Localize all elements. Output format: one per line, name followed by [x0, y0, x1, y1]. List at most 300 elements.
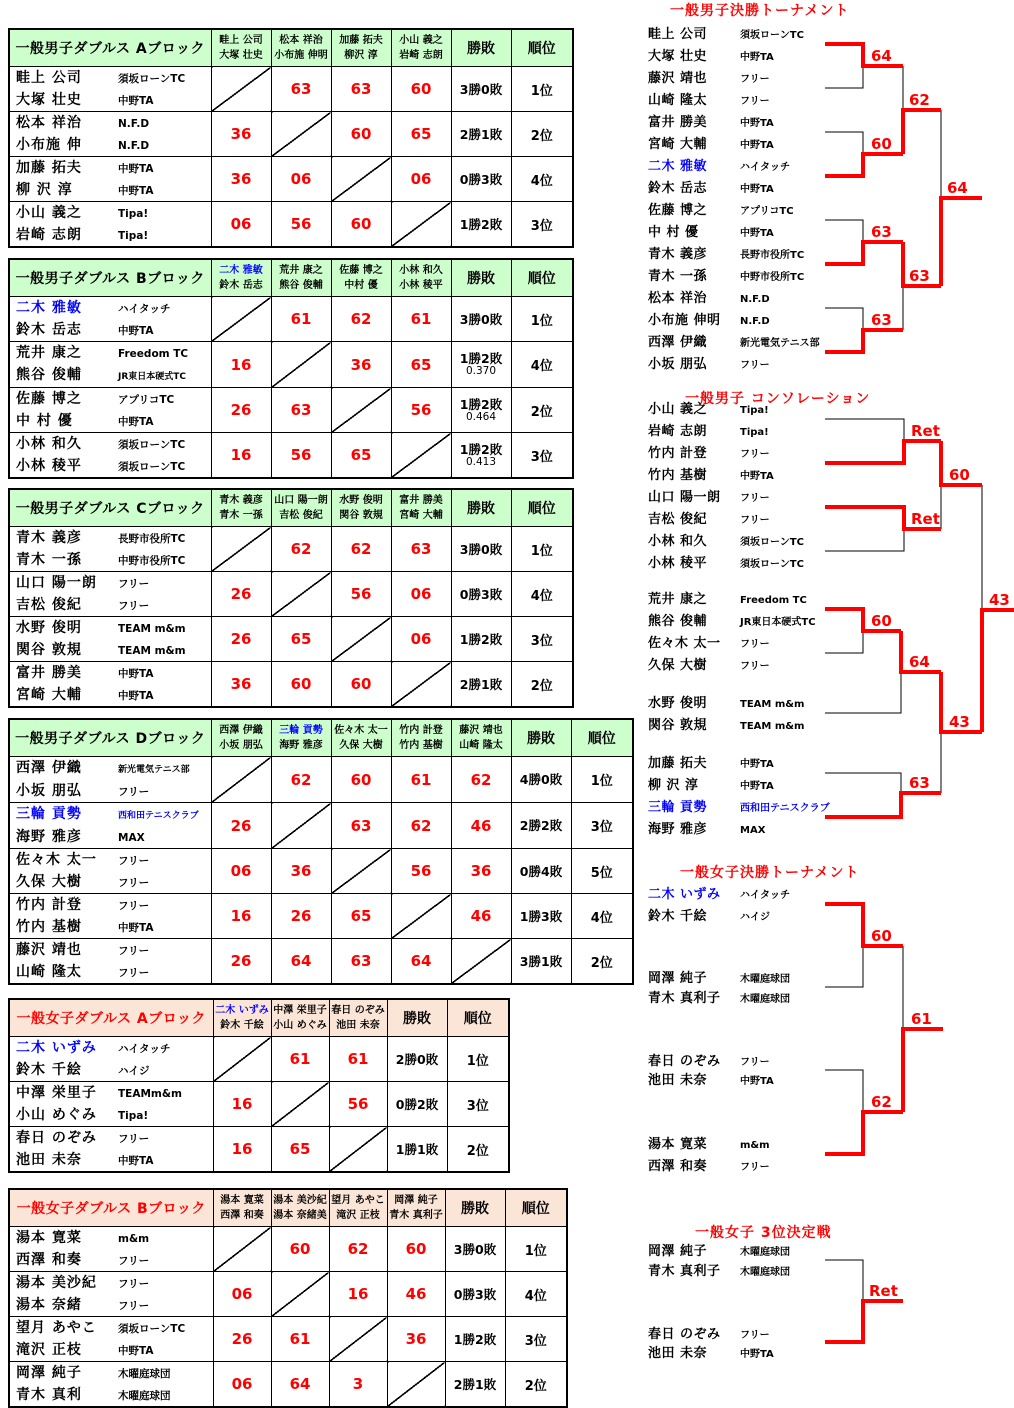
loser-path	[825, 66, 863, 88]
win-loss-cell	[511, 894, 571, 939]
self-match-cell	[271, 342, 331, 388]
score-cell: 06	[211, 202, 271, 248]
score-cell: 06	[391, 617, 451, 662]
opponent-name-bottom: 西澤 和奏	[220, 1210, 264, 1221]
self-match-cell	[271, 112, 331, 157]
team-line	[16, 527, 211, 549]
block-title: 一般男子ダブルス Cブロック	[9, 489, 211, 527]
score-cell: 60	[271, 1227, 329, 1272]
rank-value: 2位	[447, 1127, 509, 1173]
score-cell: 60	[387, 1227, 445, 1272]
score-cell: 60	[271, 662, 331, 708]
score-cell: 06	[271, 157, 331, 202]
bracket-entry	[648, 1050, 770, 1070]
rank-header: 順位	[511, 489, 573, 527]
player-name: 熊谷 俊輔	[16, 367, 82, 383]
player-name: 二木 いずみ	[648, 887, 721, 902]
team-line	[16, 202, 211, 224]
club-name: 須坂ローンTC	[118, 1323, 186, 1335]
score-cell: 63	[271, 388, 331, 433]
bracket-title: 一般女子 3位決定戦	[695, 1225, 832, 1241]
self-match-cell	[271, 1272, 329, 1317]
club-name: Freedom TC	[118, 348, 189, 360]
score-cell: 16	[211, 433, 271, 479]
opponent-name-top: 小林 和久	[399, 265, 443, 276]
match-score-label: 64	[947, 179, 968, 197]
club-name: 木曜庭球団	[740, 974, 790, 985]
player-name: 湯本 美沙紀	[16, 1275, 97, 1291]
club-name: 中野TA	[740, 184, 774, 195]
score-cell: 56	[391, 388, 451, 433]
self-match-cell	[391, 662, 451, 708]
win-loss-cell	[511, 803, 571, 849]
club-name: アプリコTC	[740, 206, 794, 217]
player-name: 西澤 伊織	[16, 760, 82, 776]
player-name: 大塚 壮史	[16, 92, 82, 108]
score-cell: 62	[329, 1227, 387, 1272]
club-name: 新光電気テニス部	[118, 765, 190, 775]
club-name: JR東日本硬式TC	[118, 372, 187, 382]
club-name: フリー	[740, 449, 770, 460]
match-score-label: 62	[909, 91, 930, 109]
bracket-entry	[648, 177, 774, 197]
team-line	[16, 179, 211, 201]
player-name: 水野 俊明	[16, 620, 82, 636]
opponent-header	[391, 719, 451, 757]
self-match-cell	[391, 433, 451, 479]
score-cell: 46	[451, 894, 511, 939]
team-cell	[9, 1272, 213, 1317]
table-women-a	[8, 998, 510, 1173]
wl-header: 勝敗	[451, 489, 511, 527]
winner-path	[825, 793, 941, 817]
bracket-entry	[648, 221, 774, 241]
bracket-entry	[648, 464, 774, 484]
opponent-name-top: 佐々木 太一	[334, 725, 388, 736]
team-line	[16, 1272, 213, 1294]
score-cell: 16	[211, 342, 271, 388]
club-name: 中野TA	[118, 416, 154, 428]
score-cell: 60	[331, 757, 391, 803]
bracket-entry	[648, 287, 770, 307]
win-loss-cell	[451, 112, 511, 157]
self-match-cell	[329, 1317, 387, 1362]
bracket-entry	[648, 632, 770, 652]
win-loss-value: 1勝2敗	[459, 631, 503, 647]
player-name: 青木 真利	[16, 1387, 82, 1403]
score-cell: 65	[391, 342, 451, 388]
club-name: TEAM m&m	[118, 645, 186, 657]
club-name: 木曜庭球団	[740, 1247, 790, 1258]
player-name: 松本 祥治	[16, 115, 82, 131]
table-men-b	[8, 258, 574, 479]
opponent-name-bottom: 小布施 伸明	[274, 50, 328, 61]
team-line	[16, 1249, 213, 1271]
rank-header: 順位	[511, 259, 573, 297]
rank-value: 2位	[511, 662, 573, 708]
team-line	[16, 89, 211, 111]
club-name: フリー	[740, 1330, 770, 1341]
self-match-cell	[211, 67, 271, 112]
team-line	[16, 780, 211, 802]
player-name: 西澤 和奏	[16, 1252, 82, 1268]
club-name: JR東日本硬式TC	[740, 617, 816, 628]
player-name: 湯本 寛菜	[16, 1230, 82, 1246]
team-cell	[9, 617, 211, 662]
player-name: 山口 陽一朗	[648, 490, 721, 505]
team-cell	[9, 1037, 213, 1082]
table-men-a	[8, 28, 574, 248]
club-name: 中野TA	[118, 668, 154, 680]
team-row	[9, 572, 573, 617]
club-name: 中野TA	[740, 471, 774, 482]
opponent-name-top: 富井 勝美	[399, 495, 443, 506]
opponent-name-top: 水野 俊明	[339, 495, 383, 506]
player-name: 久保 大樹	[648, 658, 708, 673]
self-match-cell	[211, 757, 271, 803]
opponent-name-top: 湯本 美沙紀	[273, 1195, 327, 1206]
opponent-name-top: 竹内 計登	[399, 725, 443, 736]
match-score-label: 60	[871, 612, 892, 630]
player-name: 竹内 計登	[648, 446, 708, 461]
club-name: Tipa!	[118, 208, 149, 220]
bracket-entry	[648, 420, 769, 440]
player-name: 青木 義彦	[16, 530, 82, 546]
score-cell: 62	[331, 527, 391, 572]
score-cell: 62	[391, 803, 451, 849]
player-name: 藤沢 靖也	[16, 942, 82, 958]
player-name: 山崎 隆太	[648, 93, 708, 108]
rank-value: 4位	[505, 1272, 567, 1317]
opponent-name-bottom: 海野 雅彦	[279, 740, 323, 751]
bracket-entry	[648, 752, 774, 772]
header-row	[9, 489, 573, 527]
club-name: 須坂ローンTC	[740, 537, 804, 548]
club-name: フリー	[740, 639, 770, 650]
team-line	[16, 549, 211, 571]
opponent-name-top: 藤沢 靖也	[459, 725, 503, 736]
club-name: フリー	[740, 1057, 770, 1068]
block-title: 一般男子ダブルス Bブロック	[9, 259, 211, 297]
block-title: 一般女子ダブルス Aブロック	[9, 999, 213, 1037]
bracket-entry	[648, 1323, 770, 1343]
winner-path	[941, 198, 982, 286]
win-ratio: 0.370	[465, 365, 497, 378]
match-score-label: 43	[989, 591, 1010, 609]
club-name: フリー	[118, 945, 150, 957]
team-line	[16, 894, 211, 916]
block-men-b	[8, 258, 574, 479]
rank-value: 3位	[511, 433, 573, 479]
opponent-name-bottom: 竹内 基樹	[399, 740, 443, 751]
player-name: 畦上 公司	[648, 27, 708, 42]
club-name: 須坂ローンTC	[740, 30, 804, 41]
opponent-header	[391, 29, 451, 67]
opponent-name-bottom: 鈴木 岳志	[219, 280, 263, 291]
self-match-cell	[391, 894, 451, 939]
match-score-label: 63	[909, 267, 930, 285]
bracket-entry	[648, 1155, 770, 1175]
score-cell: 61	[271, 1317, 329, 1362]
team-line	[16, 617, 211, 639]
bracket-entry	[648, 67, 770, 87]
opponent-name-bottom: 熊谷 俊輔	[279, 280, 323, 291]
bracket-entry	[648, 265, 804, 285]
club-name: フリー	[118, 1133, 150, 1145]
self-match-cell	[331, 157, 391, 202]
opponent-name-bottom: 鈴木 千絵	[220, 1020, 264, 1031]
self-match-cell	[271, 1082, 329, 1127]
rank-value: 2位	[511, 112, 573, 157]
self-match-cell	[213, 1037, 271, 1082]
opponent-name-bottom: 宮崎 大輔	[399, 510, 443, 521]
opponent-header	[211, 489, 271, 527]
bracket-entry	[648, 610, 816, 630]
bracket-entry	[648, 155, 790, 175]
score-cell: 06	[213, 1272, 271, 1317]
bracket-entry	[648, 133, 774, 153]
wl-header: 勝敗	[511, 719, 571, 757]
team-line	[16, 1294, 213, 1316]
win-loss-value: 0勝3敗	[459, 586, 503, 602]
score-cell: 65	[271, 1127, 329, 1173]
rank-value: 4位	[571, 894, 633, 939]
opponent-name-bottom: 小山 めぐみ	[273, 1020, 327, 1031]
club-name: 中野TA	[118, 325, 154, 337]
score-cell: 16	[329, 1272, 387, 1317]
score-cell: 63	[331, 67, 391, 112]
opponent-name-top: 春日 のぞみ	[331, 1005, 385, 1016]
team-row	[9, 202, 573, 248]
club-name: 中野TA	[740, 781, 774, 792]
team-row	[9, 617, 573, 662]
player-name: 海野 雅彦	[648, 822, 708, 837]
team-row	[9, 1272, 567, 1317]
player-name: 岩崎 志朗	[16, 227, 82, 243]
player-name: 富井 勝美	[16, 665, 82, 681]
club-name: N.F.D	[118, 140, 150, 152]
rank-header: 順位	[505, 1189, 567, 1227]
bracket-entry	[648, 1342, 774, 1362]
opponent-header	[331, 29, 391, 67]
self-match-cell	[387, 1362, 445, 1408]
score-cell: 36	[331, 342, 391, 388]
player-name: 湯本 奈緒	[16, 1297, 82, 1313]
club-name: フリー	[740, 74, 770, 85]
player-name: 小山 義之	[16, 205, 82, 221]
bracket-entry	[648, 1260, 790, 1280]
opponent-name-bottom: 大塚 壮史	[219, 50, 263, 61]
player-name: 鈴木 岳志	[16, 322, 82, 338]
team-row	[9, 433, 573, 479]
opponent-header	[329, 999, 387, 1037]
win-loss-cell	[451, 202, 511, 248]
score-cell: 61	[271, 1037, 329, 1082]
team-line	[16, 1339, 213, 1361]
team-row	[9, 297, 573, 342]
win-loss-cell	[511, 849, 571, 894]
team-line	[16, 684, 211, 706]
bracket-entry	[648, 714, 804, 734]
player-name: 春日 のぞみ	[16, 1130, 97, 1146]
player-name: 池田 未奈	[648, 1073, 708, 1088]
club-name: 中野TA	[118, 1155, 154, 1167]
win-loss-cell	[451, 662, 511, 708]
rank-value: 1位	[511, 527, 573, 572]
club-name: 中野TA	[118, 690, 154, 702]
player-name: 宮崎 大輔	[648, 137, 708, 152]
header-row	[9, 29, 573, 67]
player-name: 佐藤 博之	[16, 391, 82, 407]
player-name: 畦上 公司	[16, 70, 82, 86]
team-line	[16, 1384, 213, 1406]
club-name: 須坂ローンTC	[118, 439, 186, 451]
player-name: 関谷 敦規	[648, 718, 708, 733]
player-name: 二木 雅敏	[16, 300, 82, 316]
club-name: 須坂ローンTC	[118, 73, 186, 85]
player-name: 宮崎 大輔	[16, 687, 82, 703]
player-name: 柳 沢 淳	[648, 778, 699, 793]
player-name: 鈴木 千絵	[16, 1062, 82, 1078]
win-loss-cell	[445, 1317, 505, 1362]
score-cell: 26	[213, 1317, 271, 1362]
win-loss-cell	[451, 157, 511, 202]
loser-path	[825, 946, 863, 987]
team-line	[16, 916, 211, 938]
player-name: 佐々木 太一	[16, 852, 97, 868]
opponent-name-top: 山口 陽一朗	[274, 495, 328, 506]
club-name: 中野TA	[740, 1349, 774, 1360]
self-match-cell	[451, 939, 511, 985]
match-score-label: Ret	[911, 510, 940, 528]
player-name: 竹内 基樹	[648, 468, 708, 483]
win-loss-value: 1勝2敗	[453, 1331, 497, 1347]
score-cell: 36	[211, 157, 271, 202]
team-line	[16, 1059, 213, 1081]
player-name: 春日 のぞみ	[648, 1327, 721, 1342]
player-name: 海野 雅彦	[16, 829, 82, 845]
opponent-header	[271, 29, 331, 67]
loser-path	[825, 529, 904, 551]
club-name: MAX	[118, 832, 145, 844]
block-men-c	[8, 488, 574, 708]
team-line	[16, 757, 211, 780]
club-name: ハイジ	[118, 1065, 150, 1077]
score-cell: 26	[211, 572, 271, 617]
bracket-entry	[648, 654, 770, 674]
rank-value: 1位	[511, 297, 573, 342]
opponent-header	[211, 29, 271, 67]
win-loss-value: 2勝1敗	[459, 676, 503, 692]
win-loss-value: 1勝2敗	[459, 351, 503, 367]
score-cell: 56	[391, 849, 451, 894]
club-name: フリー	[740, 493, 770, 504]
team-cell	[9, 757, 211, 803]
win-loss-value: 3勝0敗	[453, 1241, 497, 1257]
opponent-header	[331, 259, 391, 297]
team-row	[9, 157, 573, 202]
player-name: 小坂 朋弘	[648, 357, 708, 372]
match-score-label: 60	[949, 466, 970, 484]
score-cell: 26	[211, 803, 271, 849]
score-cell: 26	[211, 617, 271, 662]
score-cell: 60	[331, 662, 391, 708]
player-name: 池田 未奈	[648, 1346, 708, 1361]
score-cell: 06	[213, 1362, 271, 1408]
team-line	[16, 157, 211, 179]
bracket-womens-3rd	[640, 1210, 1014, 1380]
win-loss-cell	[445, 1272, 505, 1317]
bracket-entry	[648, 353, 770, 373]
team-cell	[9, 1227, 213, 1272]
win-loss-cell	[451, 297, 511, 342]
bracket-title: 一般女子決勝トーナメント	[680, 865, 860, 881]
winner-path	[825, 154, 903, 176]
score-cell: 61	[391, 297, 451, 342]
club-name: アプリコTC	[118, 394, 175, 406]
score-cell: 65	[391, 112, 451, 157]
score-cell: 56	[271, 433, 331, 479]
win-loss-cell	[387, 1037, 447, 1082]
win-loss-cell	[451, 67, 511, 112]
opponent-name-bottom: 小坂 朋弘	[219, 740, 263, 751]
club-name: 木曜庭球団	[118, 1368, 171, 1380]
win-loss-value: 3勝0敗	[459, 311, 503, 327]
player-name: 三輪 貢勢	[648, 800, 708, 815]
club-name: MAX	[740, 825, 766, 836]
team-cell	[9, 662, 211, 708]
team-row	[9, 1227, 567, 1272]
score-cell: 36	[211, 662, 271, 708]
opponent-name-top: 湯本 寛菜	[220, 1195, 264, 1206]
team-row	[9, 894, 633, 939]
bracket-entry	[648, 818, 765, 838]
player-name: 竹内 基樹	[16, 919, 82, 935]
win-loss-cell	[451, 388, 511, 433]
team-line	[16, 388, 211, 410]
player-name: 吉松 俊紀	[16, 597, 82, 613]
team-cell	[9, 1317, 213, 1362]
bracket-entry	[648, 398, 769, 418]
opponent-header	[387, 1189, 445, 1227]
match-score-label: 61	[911, 1010, 932, 1028]
opponent-name-top: 青木 義彦	[219, 495, 263, 506]
club-name: 木曜庭球団	[740, 994, 790, 1005]
team-line	[16, 662, 211, 684]
score-cell: 06	[211, 849, 271, 894]
team-cell	[9, 1127, 213, 1173]
opponent-header	[271, 999, 329, 1037]
table-men-d	[8, 718, 634, 985]
opponent-name-bottom: 柳沢 淳	[344, 50, 378, 61]
club-name: フリー	[118, 786, 150, 798]
club-name: TEAM m&m	[118, 623, 186, 635]
winner-path	[982, 610, 1014, 732]
score-cell: 65	[271, 617, 331, 662]
team-row	[9, 388, 573, 433]
club-name: Freedom TC	[740, 595, 807, 606]
rank-header: 順位	[447, 999, 509, 1037]
loser-path	[825, 220, 863, 242]
opponent-header	[271, 1189, 329, 1227]
club-name: 西和田テニスクラブ	[740, 803, 830, 814]
club-name: ハイタッチ	[118, 1043, 171, 1055]
team-line	[16, 1037, 213, 1059]
team-line	[16, 1127, 213, 1149]
opponent-name-bottom: 山崎 隆太	[459, 740, 503, 751]
header-row	[9, 719, 633, 757]
score-cell: 62	[271, 757, 331, 803]
